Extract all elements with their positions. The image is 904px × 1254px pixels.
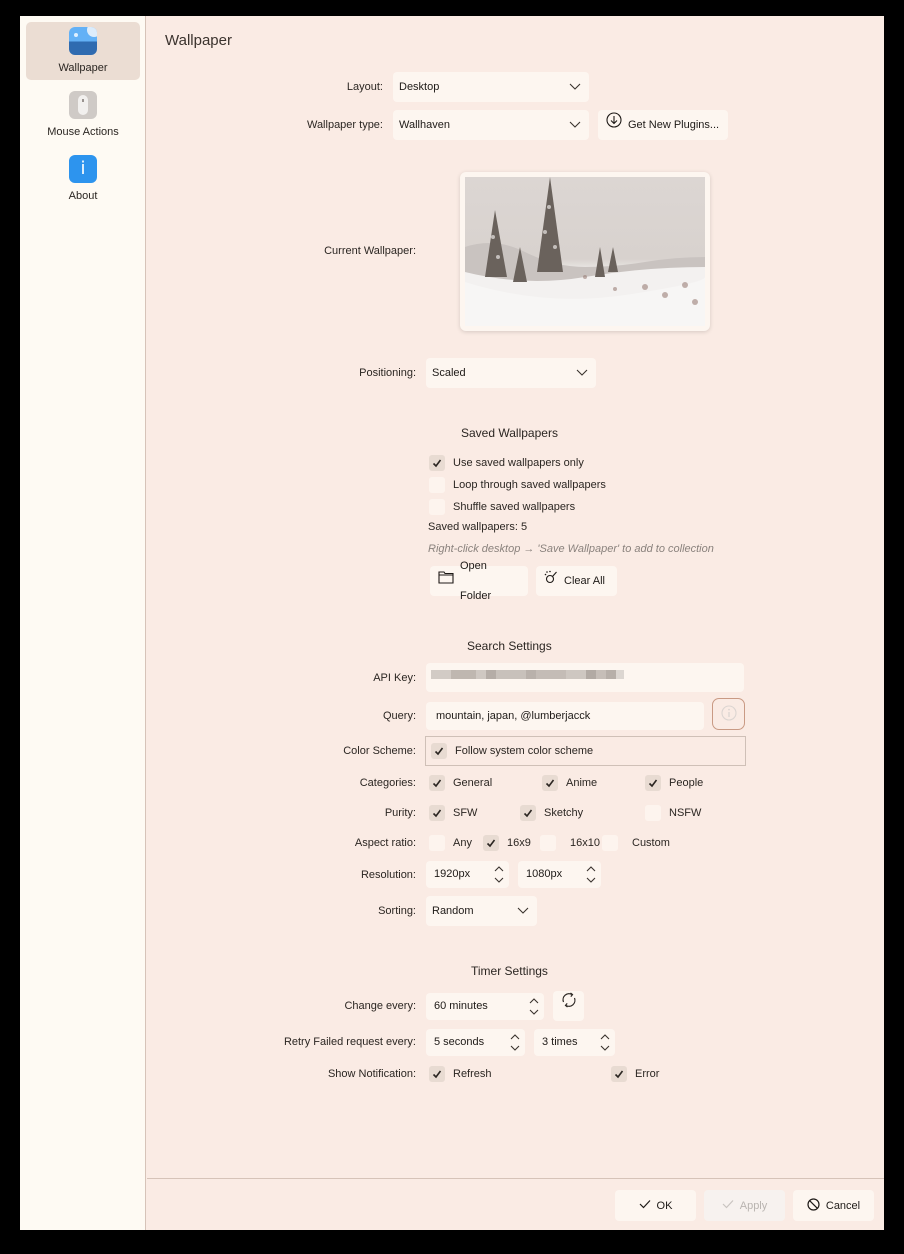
wallpaper-icon — [69, 27, 97, 55]
api-key-field[interactable] — [426, 663, 744, 692]
wallpaper-type-combo[interactable] — [393, 110, 589, 140]
checkmark-icon — [429, 775, 445, 791]
sidebar-item-label: About — [68, 190, 98, 202]
use-saved-only-checkbox[interactable]: Use saved wallpapers only — [429, 453, 584, 473]
sidebar-item-mouse-actions[interactable] — [26, 86, 140, 144]
show-notification-label: Show Notification: — [327, 1068, 416, 1080]
categories-label: Categories: — [359, 777, 416, 789]
checkmark-icon — [431, 743, 447, 759]
search-settings-title: Search Settings — [467, 639, 552, 653]
info-icon: i — [69, 155, 97, 183]
aspect-any-checkbox[interactable]: Any — [429, 833, 472, 853]
saved-hint: Right-click desktop → 'Save Wallpaper' to add to collection — [428, 543, 714, 555]
main-panel — [147, 16, 884, 1178]
checkmark-icon — [429, 805, 445, 821]
sidebar-item-label: Wallpaper — [58, 62, 108, 74]
get-new-plugins-label: Get New Plugins... — [628, 119, 720, 131]
saved-count: Saved wallpapers: 5 — [428, 521, 528, 533]
sidebar-item-wallpaper[interactable] — [26, 22, 140, 80]
chevron-down-icon — [569, 72, 581, 102]
checkmark-icon — [483, 835, 499, 851]
notify-error-checkbox[interactable]: Error — [611, 1064, 659, 1084]
clear-all-button[interactable]: Clear All — [536, 566, 617, 596]
purity-nsfw-checkbox[interactable]: NSFW — [645, 803, 701, 823]
clear-icon — [544, 566, 558, 596]
open-folder-button[interactable]: Open Folder — [430, 566, 528, 596]
checkmark-icon — [639, 1199, 651, 1212]
folder-icon — [438, 566, 454, 596]
aspect-16x10-checkbox[interactable]: 16x10 — [540, 833, 600, 853]
current-wallpaper-preview[interactable] — [460, 172, 710, 331]
checkmark-icon — [611, 1066, 627, 1082]
query-field[interactable]: mountain, japan, @lumberjacck — [426, 702, 704, 730]
wallpaper-thumbnail — [465, 177, 705, 326]
purity-sketchy-checkbox[interactable]: Sketchy — [520, 803, 583, 823]
checkmark-icon — [429, 455, 445, 471]
sidebar-item-about[interactable] — [26, 150, 140, 208]
checkmark-icon — [429, 1066, 445, 1082]
follow-system-scheme-checkbox[interactable]: Follow system color scheme — [431, 741, 593, 761]
current-wallpaper-label: Current Wallpaper: — [324, 245, 416, 257]
cancel-icon — [807, 1198, 820, 1214]
checkmark-icon — [722, 1199, 734, 1212]
layout-value: Desktop — [399, 81, 440, 93]
apply-button[interactable]: Apply — [704, 1190, 785, 1221]
aspect-16x9-checkbox[interactable]: 16x9 — [483, 833, 531, 853]
cancel-button[interactable]: Cancel — [793, 1190, 874, 1221]
spin-arrows-icon[interactable] — [509, 1029, 521, 1056]
checkmark-icon — [645, 775, 661, 791]
positioning-combo[interactable] — [426, 358, 596, 388]
spin-arrows-icon[interactable] — [599, 1029, 611, 1056]
aspect-ratio-label: Aspect ratio: — [354, 837, 416, 849]
positioning-value: Scaled — [432, 367, 466, 379]
query-label: Query: — [382, 710, 416, 722]
retry-interval-spinbox[interactable]: 5 seconds — [426, 1029, 525, 1056]
category-anime-checkbox[interactable]: Anime — [542, 773, 597, 793]
category-people-checkbox[interactable]: People — [645, 773, 703, 793]
notify-refresh-checkbox[interactable]: Refresh — [429, 1064, 492, 1084]
api-key-label: API Key: — [373, 672, 416, 684]
loop-saved-checkbox[interactable]: Loop through saved wallpapers — [429, 475, 606, 495]
color-scheme-label: Color Scheme: — [343, 745, 416, 757]
download-icon — [606, 110, 622, 140]
sorting-label: Sorting: — [378, 905, 416, 917]
get-new-plugins-button[interactable] — [598, 110, 728, 140]
refresh-now-button[interactable] — [553, 991, 584, 1021]
change-every-spinbox[interactable]: 60 minutes — [426, 993, 544, 1020]
layout-label: Layout: — [346, 81, 383, 93]
positioning-label: Positioning: — [359, 367, 416, 379]
page-title: Wallpaper — [165, 32, 232, 49]
spin-arrows-icon[interactable] — [493, 861, 505, 888]
sorting-combo[interactable]: Random — [426, 896, 537, 926]
resolution-height-spinbox[interactable]: 1080px — [518, 861, 601, 888]
checkmark-icon — [520, 805, 536, 821]
timer-settings-title: Timer Settings — [471, 964, 548, 978]
checkmark-icon — [542, 775, 558, 791]
chevron-down-icon — [517, 896, 529, 926]
resolution-label: Resolution: — [360, 869, 416, 881]
saved-wallpapers-title: Saved Wallpapers — [461, 426, 558, 440]
layout-combo[interactable] — [393, 72, 589, 102]
query-help-button[interactable] — [712, 698, 745, 730]
spin-arrows-icon[interactable] — [528, 993, 540, 1020]
wallpaper-type-label: Wallpaper type: — [306, 119, 383, 131]
refresh-icon — [560, 991, 578, 1021]
category-general-checkbox[interactable]: General — [429, 773, 492, 793]
chevron-down-icon — [576, 358, 588, 388]
mouse-icon — [69, 91, 97, 119]
color-scheme-group — [425, 736, 746, 766]
aspect-custom-checkbox[interactable]: Custom — [602, 833, 670, 853]
retry-times-spinbox[interactable]: 3 times — [534, 1029, 615, 1056]
retry-label: Retry Failed request every: — [283, 1036, 416, 1048]
purity-label: Purity: — [384, 807, 416, 819]
sidebar-item-label: Mouse Actions — [47, 126, 119, 138]
chevron-down-icon — [569, 110, 581, 140]
shuffle-saved-checkbox[interactable]: Shuffle saved wallpapers — [429, 497, 575, 517]
sidebar — [20, 16, 146, 1230]
info-icon — [721, 705, 737, 724]
ok-button[interactable]: OK — [615, 1190, 696, 1221]
spin-arrows-icon[interactable] — [585, 861, 597, 888]
change-every-label: Change every: — [344, 1000, 416, 1012]
dialog-footer — [147, 1178, 884, 1230]
purity-sfw-checkbox[interactable]: SFW — [429, 803, 477, 823]
resolution-width-spinbox[interactable]: 1920px — [426, 861, 509, 888]
settings-window — [20, 16, 884, 1230]
wallpaper-type-value: Wallhaven — [399, 119, 450, 131]
